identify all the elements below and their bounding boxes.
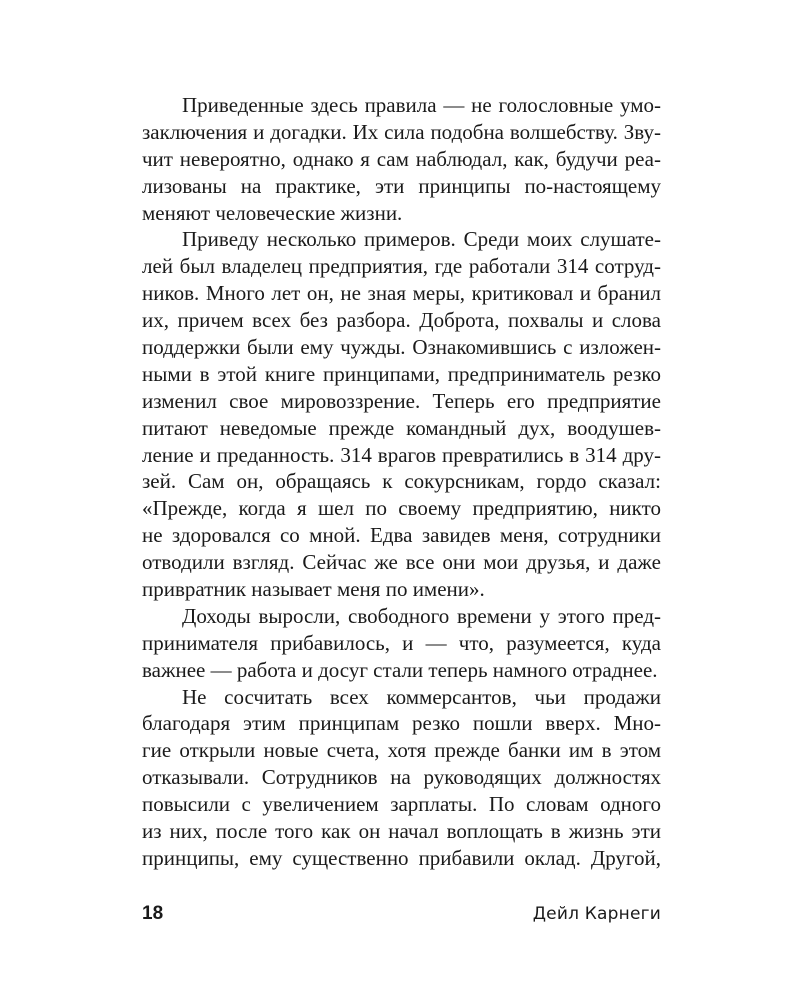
text-line: принципы, ему существенно прибавили оклад. Другой, [142,845,661,870]
text-line: отводили взгляд. Сейчас же все они мои друзья, и даже [142,550,661,575]
text-line: повысили с увеличением зарплаты. По словам одного [142,792,661,817]
text-line: важнее — работа и досуг стали теперь намного отраднее. [142,657,658,682]
text-line: заключения и догадки. Их сила подобна волшебству. Зву- [142,119,661,144]
text-line: ными в этой книге принципами, предприниматель резко [142,361,661,386]
text-line: поддержки были ему чужды. Ознакомившись с изложен- [142,335,661,360]
paragraph-2 [142,226,661,602]
text-line: Не сосчитать всех коммерсантов, чьи продажи [182,684,661,709]
page-body [142,92,661,872]
text-line: гие открыли новые счета, хотя прежде банки им в этом [142,738,661,763]
text-line: чит невероятно, однако я сам наблюдал, как, будучи реа- [142,146,661,171]
text-line: их, причем всех без разбора. Доброта, похвалы и слова [142,308,661,333]
text-line: благодаря этим принципам резко пошли вверх. Мно- [142,711,661,736]
text-line: ление и преданность. 314 врагов превратились в 314 дру- [142,442,661,467]
text-line: из них, после того как он начал воплощать в жизнь эти [142,819,661,844]
text-line: меняют человеческие жизни. [142,200,403,225]
text-line: зей. Сам он, обращаясь к сокурсникам, гордо сказал: [142,469,661,494]
text-line: Доходы выросли, свободного времени у этого пред- [182,603,661,628]
page-footer [142,903,661,931]
paragraph-3 [142,603,661,684]
text-line: лей был владелец предприятия, где работали 314 сотруд- [142,254,661,279]
text-line: отказывали. Сотрудников на руководящих должностях [142,765,661,790]
running-header-author: Дейл Карнеги [532,904,661,924]
text-line: питают неведомые прежде командный дух, воодушев- [142,415,661,440]
page-number: 18 [142,903,164,924]
paragraph-1 [142,92,661,226]
text-line: ников. Много лет он, не зная меры, критиковал и бранил [142,281,661,306]
text-line: принимателя прибавилось, и — что, разумеется, куда [142,630,661,655]
text-line: изменил свое мировоззрение. Теперь его предприятие [142,388,661,413]
text-line: привратник называет меня по имени». [142,577,485,602]
text-line: лизованы на практике, эти принципы по-настоящему [142,173,661,198]
paragraph-4 [142,684,661,872]
text-line: Приведу несколько примеров. Среди моих слушате- [182,227,661,252]
text-line: не здоровался со мной. Едва завидев меня, сотрудники [142,523,661,548]
text-line: Приведенные здесь правила — не голословные умо- [182,93,661,117]
text-line: «Прежде, когда я шел по своему предприятию, никто [142,496,661,521]
